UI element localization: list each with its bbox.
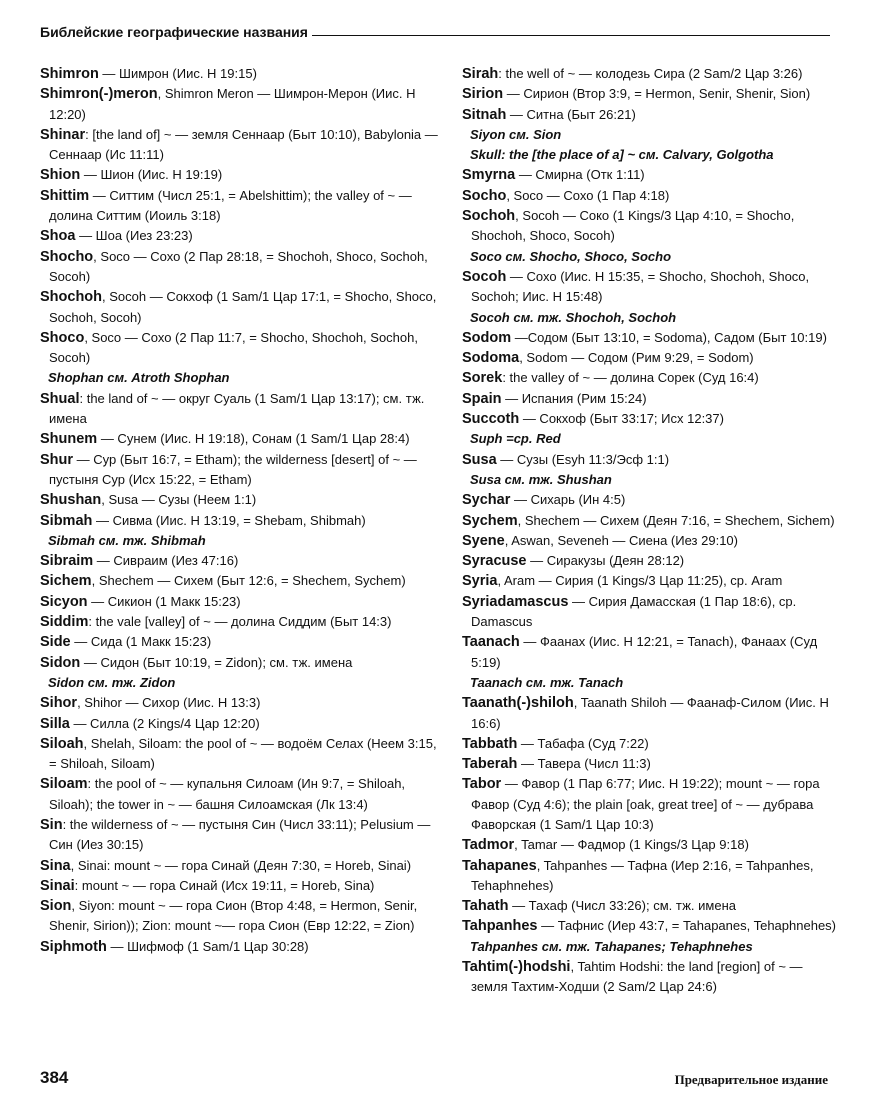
dictionary-entry bbox=[462, 105, 837, 125]
entry-headword: Sin bbox=[40, 816, 63, 833]
entry-text: Sidon см. тж. Zidon bbox=[48, 674, 176, 690]
entry-text: , Shimron Meron — Шимрон-Мерон (Иис. Н 12:20) bbox=[49, 86, 416, 122]
dictionary-entry bbox=[40, 632, 440, 652]
entry-text: — Сур (Быт 16:7, = Etham); the wilderness [desert] of ~ — пустыня Сур (Исх 15:22, = Etham) bbox=[49, 451, 417, 487]
dictionary-entry bbox=[462, 348, 837, 368]
entry-text: , Siyon: mount ~ — гора Сион (Втор 4:48, = Hermon, Senir, Shenir, Sirion)); Zion: mount ~— гора Сион (Евр 12:22, = Zion) bbox=[49, 898, 418, 934]
dictionary-entry bbox=[40, 815, 440, 856]
entry-text: , Soco — Сохо (1 Пар 4:18) bbox=[506, 187, 670, 203]
entry-text: , Sinai: mount ~ — гора Синай (Деян 7:30, = Horeb, Sinai) bbox=[70, 857, 412, 873]
entry-text: — Ситтим (Числ 25:1, = Abelshittim); the valley of ~ — долина Ситтим (Иоиль 3:18) bbox=[49, 187, 412, 224]
cross-reference-entry bbox=[48, 531, 440, 551]
entry-headword: Syene bbox=[462, 532, 505, 549]
dictionary-entry bbox=[462, 490, 837, 510]
dictionary-entry bbox=[462, 592, 837, 633]
entry-headword: Side bbox=[40, 634, 71, 651]
entry-headword: Shushan bbox=[40, 492, 102, 509]
dictionary-entry bbox=[462, 632, 837, 673]
entry-text: , Soco — Сохо (2 Пар 11:7, = Shocho, Shochoh, Sochoh, Socoh) bbox=[49, 329, 418, 366]
entry-headword: Sitnah bbox=[462, 106, 507, 123]
entry-text: : the wilderness of ~ — пустыня Син (Числ 33:11); Pelusium — Син (Иез 30:15) bbox=[49, 816, 431, 853]
entry-text: Taanach см. тж. Tanach bbox=[470, 674, 624, 690]
entry-headword: Siddim bbox=[40, 614, 89, 631]
cross-reference-entry bbox=[470, 125, 837, 145]
dictionary-entry bbox=[40, 653, 440, 673]
entry-text: Soco см. Shocho, Shoco, Socho bbox=[470, 248, 672, 264]
entry-text: — Тавера (Числ 11:3) bbox=[517, 756, 651, 772]
entry-headword: Sibmah bbox=[40, 512, 93, 529]
entry-text: — Сида (1 Макк 15:23) bbox=[70, 634, 212, 650]
entry-headword: Sorek bbox=[462, 370, 503, 387]
entry-text: — Сиракузы (Деян 28:12) bbox=[526, 553, 685, 569]
entry-headword: Susa bbox=[462, 451, 497, 468]
entry-headword: Tahtim(-)hodshi bbox=[462, 959, 571, 976]
dictionary-entry bbox=[40, 571, 440, 591]
dictionary-entry bbox=[40, 551, 440, 571]
entry-text: — Сунем (Иис. Н 19:18), Сонам (1 Sam/1 Цар 28:4) bbox=[97, 431, 410, 447]
dictionary-entry bbox=[40, 592, 440, 612]
entry-headword: Sihor bbox=[40, 695, 78, 712]
dictionary-entry bbox=[40, 693, 440, 713]
dictionary-entry bbox=[462, 957, 837, 998]
dictionary-entry bbox=[40, 328, 440, 369]
entry-text: — Сидон (Быт 10:19, = Zidon); см. тж. имена bbox=[80, 654, 353, 670]
dictionary-entry bbox=[40, 612, 440, 632]
dictionary-entry bbox=[40, 125, 440, 166]
entry-headword: Tabor bbox=[462, 776, 502, 793]
dictionary-entry bbox=[40, 856, 440, 876]
entry-text: , Susa — Сузы (Неем 1:1) bbox=[101, 492, 257, 508]
cross-reference-entry bbox=[470, 145, 837, 165]
entry-text: : the land of ~ — округ Суаль (1 Sam/1 Цар 13:17); см. тж. имена bbox=[49, 390, 425, 427]
entry-headword: Siphmoth bbox=[40, 938, 107, 955]
entry-text: — Шимрон (Иис. Н 19:15) bbox=[98, 66, 257, 81]
dictionary-entry bbox=[40, 876, 440, 896]
cross-reference-entry bbox=[48, 673, 440, 693]
dictionary-entry bbox=[462, 774, 837, 835]
entry-headword: Shocho bbox=[40, 248, 94, 265]
dictionary-entry bbox=[462, 896, 837, 916]
entry-text: — Шифмоф (1 Sam/1 Цар 30:28) bbox=[106, 938, 309, 954]
cross-reference-entry bbox=[48, 368, 440, 388]
entry-text: Socoh см. тж. Shochoh, Sochoh bbox=[470, 309, 677, 325]
entry-headword: Smyrna bbox=[462, 167, 516, 184]
dictionary-entry bbox=[462, 511, 837, 531]
entry-text: Skull: the [the place of a] ~ см. Calvary, Golgotha bbox=[470, 147, 774, 163]
entry-headword: Siloah bbox=[40, 735, 84, 752]
entry-headword: Shual bbox=[40, 390, 80, 407]
entry-headword: Sinai bbox=[40, 877, 75, 894]
entry-headword: Tadmor bbox=[462, 837, 515, 854]
dictionary-entry bbox=[40, 511, 440, 531]
entry-headword: Shur bbox=[40, 451, 74, 468]
dictionary-entry bbox=[462, 206, 837, 247]
header-rule bbox=[312, 35, 830, 36]
entry-text: — Тафнис (Иер 43:7, = Tahapanes, Tehaphnehes) bbox=[537, 918, 836, 934]
running-header bbox=[40, 20, 830, 40]
entry-text: — Сирион (Втор 3:9, = Hermon, Senir, Shenir, Sion) bbox=[503, 86, 811, 102]
dictionary-entry bbox=[462, 835, 837, 855]
entry-headword: Sodoma bbox=[462, 350, 520, 367]
entry-headword: Shimron(-)meron bbox=[40, 86, 158, 103]
entry-headword: Sibraim bbox=[40, 553, 94, 570]
dictionary-entry bbox=[40, 389, 440, 430]
entry-text: , Sodom — Содом (Рим 9:29, = Sodom) bbox=[519, 350, 754, 366]
dictionary-entry bbox=[462, 328, 837, 348]
entry-text: — Силла (2 Kings/4 Цар 12:20) bbox=[69, 715, 260, 731]
dictionary-entry bbox=[462, 267, 837, 308]
dictionary-entry bbox=[40, 714, 440, 734]
entry-headword: Sirah bbox=[462, 66, 499, 82]
entry-headword: Siloam bbox=[40, 776, 88, 793]
entry-text: : mount ~ — гора Синай (Исх 19:11, = Horeb, Sina) bbox=[74, 877, 375, 893]
entry-text: Tahpanhes см. тж. Tahapanes; Tehaphnehes bbox=[470, 938, 753, 954]
entry-headword: Shion bbox=[40, 167, 81, 184]
dictionary-entry bbox=[462, 734, 837, 754]
entry-text: Susa см. тж. Shushan bbox=[470, 471, 612, 487]
entry-text: : the well of ~ — колодезь Сира (2 Sam/2 Цар 3:26) bbox=[498, 66, 803, 81]
dictionary-entry bbox=[40, 490, 440, 510]
header-title: Библейские географические названия bbox=[40, 24, 308, 40]
entry-text: — Сивраим (Иез 47:16) bbox=[93, 553, 239, 569]
entry-headword: Sirion bbox=[462, 86, 504, 103]
cross-reference-entry bbox=[470, 470, 837, 490]
entry-headword: Shunem bbox=[40, 431, 98, 448]
entry-text: , Shechem — Сихем (Деян 7:16, = Shechem, Sichem) bbox=[517, 512, 835, 528]
entry-headword: Sochoh bbox=[462, 208, 516, 225]
dictionary-entry bbox=[462, 571, 837, 591]
entry-headword: Shoa bbox=[40, 228, 76, 245]
entry-text: : [the land of] ~ — земля Сеннаар (Быт 10:10), Babylonia — Сеннаар (Ис 11:11) bbox=[49, 126, 438, 163]
dictionary-entry bbox=[462, 165, 837, 185]
entry-text: Suph =ср. Red bbox=[470, 431, 561, 447]
cross-reference-entry bbox=[470, 429, 837, 449]
dictionary-entry bbox=[40, 937, 440, 957]
entry-headword: Succoth bbox=[462, 411, 520, 428]
entry-headword: Taanath(-)shiloh bbox=[462, 695, 574, 712]
dictionary-entry bbox=[40, 896, 440, 937]
dictionary-entry bbox=[462, 84, 837, 104]
entry-text: — Тахаф (Числ 33:26); см. тж. имена bbox=[508, 898, 736, 914]
dictionary-entry bbox=[462, 551, 837, 571]
left-column bbox=[40, 64, 440, 957]
entry-headword: Sychem bbox=[462, 512, 518, 529]
entry-text: — Сикион (1 Макк 15:23) bbox=[87, 593, 241, 609]
entry-headword: Sidon bbox=[40, 654, 81, 671]
right-column bbox=[462, 64, 837, 998]
entry-text: — Сивма (Иис. Н 13:19, = Shebam, Shibmah) bbox=[92, 512, 366, 528]
dictionary-entry bbox=[462, 409, 837, 429]
entry-text: — Сирия Дамасская (1 Пар 18:6), ср. Damascus bbox=[471, 593, 797, 630]
dictionary-entry bbox=[462, 64, 837, 84]
cross-reference-entry bbox=[470, 937, 837, 957]
entry-headword: Tabbath bbox=[462, 735, 518, 752]
entry-text: — Фаанах (Иис. Н 12:21, = Tanach), Фанаах (Суд 5:19) bbox=[471, 634, 818, 670]
entry-text: —Содом (Быт 13:10, = Sodoma), Садом (Быт 10:19) bbox=[511, 329, 827, 345]
entry-headword: Socho bbox=[462, 187, 507, 204]
page-number: 384 bbox=[40, 1068, 69, 1087]
entry-headword: Sina bbox=[40, 857, 71, 874]
entry-text: , Taanath Shiloh — Фаанаф-Силом (Иис. Н 16:6) bbox=[471, 695, 829, 731]
entry-headword: Shittim bbox=[40, 187, 90, 204]
entry-text: , Soco — Сохо (2 Пар 28:18, = Shochoh, Shoco, Sochoh, Socoh) bbox=[49, 248, 428, 284]
entry-headword: Shochoh bbox=[40, 289, 103, 306]
entry-headword: Sicyon bbox=[40, 593, 88, 610]
dictionary-entry bbox=[40, 226, 440, 246]
entry-headword: Sodom bbox=[462, 329, 512, 346]
entry-headword: Socoh bbox=[462, 268, 507, 285]
dictionary-entry bbox=[462, 531, 837, 551]
dictionary-entry bbox=[462, 693, 837, 734]
entry-headword: Tahpanhes bbox=[462, 918, 538, 935]
entry-text: , Aswan, Seveneh — Сиена (Иез 29:10) bbox=[504, 532, 738, 548]
entry-headword: Tahath bbox=[462, 898, 509, 915]
entry-text: , Aram — Сирия (1 Kings/3 Цар 11:25), ср. Aram bbox=[497, 573, 783, 589]
entry-text: , Socoh — Соко (1 Kings/3 Цар 4:10, = Shocho, Shochoh, Shoco, Socoh) bbox=[471, 208, 795, 244]
entry-headword: Taanach bbox=[462, 634, 520, 651]
dictionary-entry bbox=[40, 774, 440, 815]
dictionary-entry bbox=[40, 186, 440, 227]
entry-text: — Сузы (Esyh 11:3/Эсф 1:1) bbox=[496, 451, 670, 467]
entry-text: — Ситна (Быт 26:21) bbox=[506, 106, 636, 122]
entry-text: : the vale [valley] of ~ — долина Сиддим (Быт 14:3) bbox=[88, 614, 392, 630]
entry-text: — Сохо (Иис. Н 15:35, = Shocho, Shochoh, Shoco, Sochoh; Иис. Н 15:48) bbox=[471, 268, 810, 305]
entry-text: — Смирна (Отк 1:11) bbox=[515, 167, 645, 183]
entry-text: , Shihor — Сихор (Иис. Н 13:3) bbox=[77, 695, 261, 711]
entry-text: — Испания (Рим 15:24) bbox=[501, 390, 647, 406]
dictionary-entry bbox=[40, 734, 440, 775]
entry-text: : the pool of ~ — купальня Силоам (Ин 9:7, = Shiloah, Siloah); the tower in ~ — башня Силоамская (Лк 13:4) bbox=[49, 776, 406, 812]
edition-note: Предварительное издание bbox=[674, 1072, 828, 1087]
dictionary-entry bbox=[40, 287, 440, 328]
entry-text: , Tamar — Фадмор (1 Kings/3 Цар 9:18) bbox=[514, 837, 749, 853]
entry-text: , Shechem — Сихем (Быт 12:6, = Shechem, Sychem) bbox=[91, 573, 406, 589]
entry-headword: Sion bbox=[40, 898, 72, 915]
entry-headword: Tahapanes bbox=[462, 857, 537, 874]
entry-headword: Taberah bbox=[462, 756, 518, 773]
entry-headword: Syriadamascus bbox=[462, 593, 569, 610]
entry-text: , Shelah, Siloam: the pool of ~ — водоём Селах (Неем 3:15, = Shiloah, Siloam) bbox=[49, 735, 437, 772]
dictionary-entry bbox=[462, 368, 837, 388]
dictionary-entry bbox=[462, 916, 837, 936]
entry-text: Shophan см. Atroth Shophan bbox=[48, 370, 230, 386]
entry-headword: Shimron bbox=[40, 66, 99, 82]
entry-headword: Spain bbox=[462, 390, 502, 407]
dictionary-entry bbox=[40, 84, 440, 125]
entry-headword: Sychar bbox=[462, 492, 511, 509]
dictionary-entry bbox=[40, 429, 440, 449]
cross-reference-entry bbox=[470, 673, 837, 693]
entry-text: , Tahpanhes — Тафна (Иер 2:16, = Tahpanhes, Tehaphnehes) bbox=[471, 857, 814, 893]
dictionary-entry bbox=[462, 389, 837, 409]
entry-text: — Шоа (Иез 23:23) bbox=[75, 228, 193, 244]
entry-text: — Сихарь (Ин 4:5) bbox=[510, 492, 626, 508]
dictionary-entry bbox=[462, 856, 837, 897]
cross-reference-entry bbox=[470, 308, 837, 328]
entry-text: , Tahtim Hodshi: the land [region] of ~ — земля Тахтим-Ходши (2 Sam/2 Цар 24:6) bbox=[471, 959, 803, 995]
entry-text: , Socoh — Сокхоф (1 Sam/1 Цар 17:1, = Shocho, Shoco, Sochoh, Socoh) bbox=[49, 289, 437, 325]
entry-text: — Сокхоф (Быт 33:17; Исх 12:37) bbox=[519, 411, 724, 427]
entry-headword: Syria bbox=[462, 573, 498, 590]
entry-text: — Шион (Иис. Н 19:19) bbox=[80, 167, 223, 183]
dictionary-entry bbox=[462, 186, 837, 206]
entry-text: Siyon см. Sion bbox=[470, 126, 562, 142]
entry-headword: Shoco bbox=[40, 329, 85, 346]
dictionary-entry bbox=[40, 165, 440, 185]
entry-headword: Syracuse bbox=[462, 553, 527, 570]
dictionary-entry bbox=[462, 450, 837, 470]
dictionary-entry bbox=[462, 754, 837, 774]
entry-text: — Табафа (Суд 7:22) bbox=[517, 735, 649, 751]
dictionary-entry bbox=[40, 64, 440, 84]
dictionary-entry bbox=[40, 450, 440, 491]
cross-reference-entry bbox=[470, 247, 837, 267]
entry-text: : the valley of ~ — долина Сорек (Суд 16:4) bbox=[502, 370, 759, 386]
dictionary-entry bbox=[40, 247, 440, 288]
entry-headword: Shinar bbox=[40, 126, 86, 143]
entry-headword: Silla bbox=[40, 715, 70, 732]
entry-headword: Sichem bbox=[40, 573, 92, 590]
entry-text: Sibmah см. тж. Shibmah bbox=[48, 532, 206, 548]
entry-text: — Фавор (1 Пар 6:77; Иис. Н 19:22); mount ~ — гора Фавор (Суд 4:6); the plain [oak, great tree] of ~ — дубрава Фаворская (1 Sam/1 Цар 10:3) bbox=[471, 776, 820, 832]
